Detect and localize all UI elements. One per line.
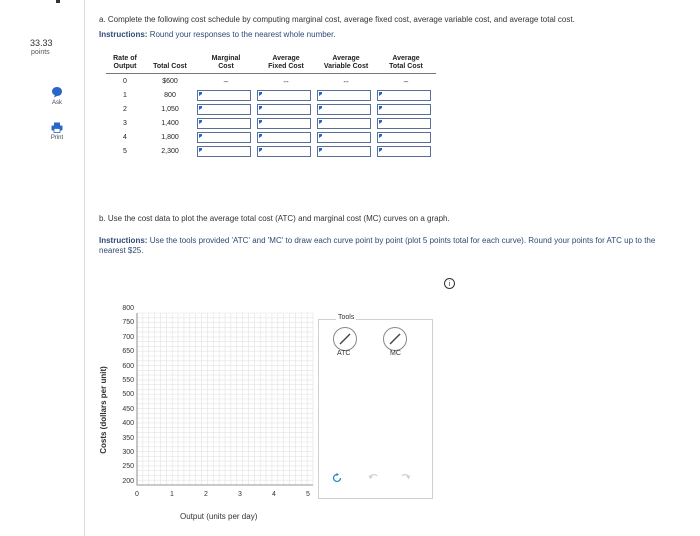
y-tick-label: 750 — [122, 319, 134, 327]
dash-atc: – — [403, 76, 409, 86]
line-draw-icon — [388, 332, 402, 346]
ask-label: Ask — [51, 100, 62, 106]
y-tick-label: 350 — [122, 434, 134, 442]
total-cost-cell: 1,800 — [161, 133, 179, 141]
mc-tool-button[interactable] — [383, 327, 407, 351]
y-tick-label: 650 — [122, 348, 134, 356]
undo-icon[interactable] — [367, 472, 379, 484]
reset-icon[interactable] — [331, 472, 343, 484]
atc-tool-label: ATC — [337, 350, 351, 357]
mc-tool-label: MC — [390, 350, 401, 357]
y-tick-label: 200 — [122, 477, 134, 485]
total-cost-cell: $600 — [162, 77, 178, 85]
header-average-variable-cost: Average Variable Cost — [323, 55, 369, 70]
output-cell: 5 — [123, 147, 127, 155]
y-tick-label: 450 — [122, 405, 134, 413]
x-tick-label: 4 — [272, 491, 276, 498]
dash-afc: -- — [283, 76, 289, 86]
y-tick-label: 800 — [122, 305, 134, 312]
part-a-question: a. Complete the following cost schedule by computing marginal cost, average fixed cost, average variable cost, and average total cost. — [99, 15, 575, 24]
part-b-question: b. Use the cost data to plot the average total cost (ATC) and marginal cost (MC) curves on a graph. — [99, 214, 450, 223]
line-draw-icon — [338, 332, 352, 346]
redo-icon[interactable] — [400, 472, 412, 484]
total-cost-cell: 2,300 — [161, 147, 179, 155]
header-marginal-cost: Marginal Cost — [211, 55, 241, 70]
y-tick-label: 300 — [122, 449, 134, 456]
header-output: Rate of Output — [113, 55, 137, 70]
y-axis-label — [96, 330, 112, 490]
header-average-fixed-cost: Average Fixed Cost — [268, 55, 304, 70]
x-tick-label: 5 — [306, 491, 310, 498]
part-b-instructions-text: Use the tools provided 'ATC' and 'MC' to draw each curve point by point (plot 5 points total for each curve). Round your points for ATC up to the nearest $25. — [99, 236, 656, 255]
tools-title: Tools — [338, 314, 355, 321]
header-total-cost: Total Cost — [153, 63, 187, 70]
y-tick-label: 400 — [122, 420, 134, 428]
y-tick-label: 700 — [122, 333, 134, 341]
output-cell: 4 — [123, 133, 127, 141]
y-tick-label: 500 — [122, 391, 134, 399]
y-axis-label-text: Costs (dollars per unit) — [99, 366, 108, 454]
total-cost-cell: 800 — [164, 91, 176, 99]
points-value: 33.33 — [30, 38, 53, 48]
output-cell: 3 — [123, 119, 127, 127]
output-cell: 2 — [123, 105, 127, 113]
dash-avc: -- — [343, 76, 349, 86]
total-cost-cell: 1,400 — [161, 119, 179, 127]
atc-tool-button[interactable] — [333, 327, 357, 351]
dash-marginal: – — [223, 76, 229, 86]
header-average-total-cost: Average Total Cost — [389, 55, 423, 70]
output-cell: 1 — [123, 91, 127, 99]
points-label: points — [31, 49, 50, 56]
y-tick-label: 550 — [122, 377, 134, 384]
y-tick-label: 250 — [122, 463, 134, 471]
x-tick-label: 1 — [170, 491, 174, 498]
x-tick-label: 2 — [204, 491, 208, 498]
x-tick-label: 0 — [135, 491, 139, 498]
x-axis-label: Output (units per day) — [180, 512, 258, 521]
part-a-instructions-text: Round your responses to the nearest whole number. — [149, 30, 336, 39]
output-cell: 0 — [123, 77, 127, 85]
info-icon[interactable]: i — [444, 278, 455, 289]
print-label: Print — [50, 135, 64, 141]
y-tick-label: 600 — [122, 362, 134, 370]
part-a-instructions-bold: Instructions: — [99, 30, 148, 39]
part-b-instructions-bold: Instructions: — [99, 236, 148, 245]
total-cost-cell: 1,050 — [161, 105, 179, 113]
x-tick-label: 3 — [238, 491, 242, 498]
